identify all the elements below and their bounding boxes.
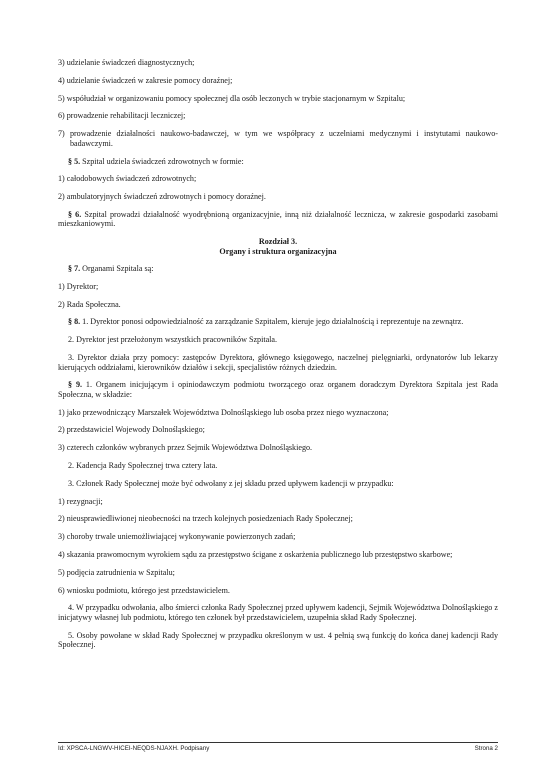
- paragraph-text: Szpital prowadzi działalność wyodrębnioną organizacyjnie, inną niż działalność lecznicza, w zakresie gospodarki zasobami mieszkaniowymi.: [58, 209, 498, 229]
- list-item: 1) całodobowych świadczeń zdrowotnych;: [58, 174, 197, 184]
- list-item: 3) czterech członków wybranych przez Sejmik Województwa Dolnośląskiego.: [58, 443, 313, 453]
- paragraph-number: § 6.: [68, 209, 82, 219]
- document-id: Id: XPSCA-LNGWV-HICEI-NEQDS-NJAXH. Podpisany: [58, 745, 210, 752]
- list-item: 6) prowadzenie rehabilitacji leczniczej;: [58, 111, 186, 121]
- paragraph-text: Szpital udziela świadczeń zdrowotnych w formie:: [80, 156, 244, 166]
- paragraph-text: 1. Dyrektor ponosi odpowiedzialność za zarządzanie Szpitalem, kieruje jego działalnością i reprezentuje na zewnątrz.: [80, 317, 464, 327]
- list-item: 5) podjęcia zatrudnienia w Szpitalu;: [58, 567, 175, 577]
- page-number: Strona 2: [474, 745, 498, 752]
- paragraph-8-3: 3. Dyrektor działa przy pomocy: zastępców Dyrektora, głównego księgowego, naczelnej pielęgniarki, ordynatorów lub lekarzy kierujących oddziałami, kierowników działów i sekcji, specjalistów różnych dziedzin.: [58, 352, 498, 372]
- list-item: 2) ambulatoryjnych świadczeń zdrowotnych i pomocy doraźnej.: [58, 192, 266, 202]
- list-item: 2) Rada Społeczna.: [58, 299, 121, 309]
- list-item: 1) jako przewodniczący Marszałek Województwa Dolnośląskiego lub osoba przez niego wyznaczona;: [58, 407, 389, 417]
- list-item: 1) rezygnacji;: [58, 496, 103, 506]
- list-item: 2) przedstawiciel Wojewody Dolnośląskiego;: [58, 425, 205, 435]
- footer-divider: [58, 742, 498, 743]
- paragraph-text: Organami Szpitala są:: [80, 264, 154, 274]
- list-item: 5) współudział w organizowaniu pomocy społecznej dla osób leczonych w trybie stacjonarnym w Szpitalu;: [58, 93, 406, 103]
- list-item: 2) nieusprawiedliwionej nieobecności na trzech kolejnych posiedzeniach Rady Społecznej;: [58, 514, 353, 524]
- paragraph-5: [58, 157, 498, 167]
- paragraph-9: [58, 380, 498, 399]
- list-item: 7) prowadzenie działalności naukowo-badawczej, w tym we współpracy z uczelniami medycznymi i instytutami naukowo-badawczymi.: [58, 129, 498, 148]
- paragraph-8-2: 2. Dyrektor jest przełożonym wszystkich pracowników Szpitala.: [68, 335, 278, 345]
- list-item: 4) udzielanie świadczeń w zakresie pomocy doraźnej;: [58, 75, 233, 85]
- chapter-heading: [58, 237, 498, 256]
- paragraph-7: [58, 264, 498, 274]
- paragraph-number: § 5.: [68, 156, 81, 166]
- paragraph-8: [58, 317, 498, 327]
- paragraph-9-3: 3. Członek Rady Społecznej może być odwołany z jej składu przed upływem kadencji w przypadku:: [68, 478, 394, 488]
- list-item: 3) udzielanie świadczeń diagnostycznych;: [58, 58, 195, 67]
- paragraph-number: § 8.: [68, 317, 81, 327]
- paragraph-number: § 7.: [68, 264, 81, 274]
- chapter-number: Rozdział 3.: [258, 237, 298, 247]
- list-item: 3) choroby trwale uniemożliwiającej wykonywanie powierzonych zadań;: [58, 532, 296, 542]
- list-item: 4) skazania prawomocnym wyrokiem sądu za przestępstwo ścigane z oskarżenia publicznego lub przestępstwo skarbowe;: [58, 549, 453, 559]
- paragraph-9-2: 2. Kadencja Rady Społecznej trwa cztery lata.: [68, 461, 218, 471]
- list-item: 1) Dyrektor;: [58, 281, 99, 291]
- chapter-title: Organy i struktura organizacyjna: [219, 246, 337, 256]
- paragraph-text: 1. Organem inicjującym i opiniodawczym podmiotu tworzącego oraz organem doradczym Dyrektora Szpitala jest Rada Społeczna, w składzie:: [58, 380, 499, 399]
- document-body: [58, 58, 498, 658]
- paragraph-6: [58, 210, 498, 229]
- paragraph-number: § 9.: [68, 380, 83, 390]
- list-item: 6) wniosku podmiotu, którego jest przedstawicielem.: [58, 585, 230, 595]
- paragraph-9-4: 4. W przypadku odwołania, albo śmierci członka Rady Społecznej przed upływem kadencji, Sejmik Województwa Dolnośląskiego z inicjatywy własnej lub podmiotu, którego ten członek był przedstawicielem, uzupełnia skład Rady Społecznej.: [58, 603, 498, 622]
- paragraph-9-5: 5. Osoby powołane w skład Rady Społecznej w przypadku określonym w ust. 4 pełnią swą funkcję do końca danej kadencji Rady Społecznej.: [58, 630, 498, 650]
